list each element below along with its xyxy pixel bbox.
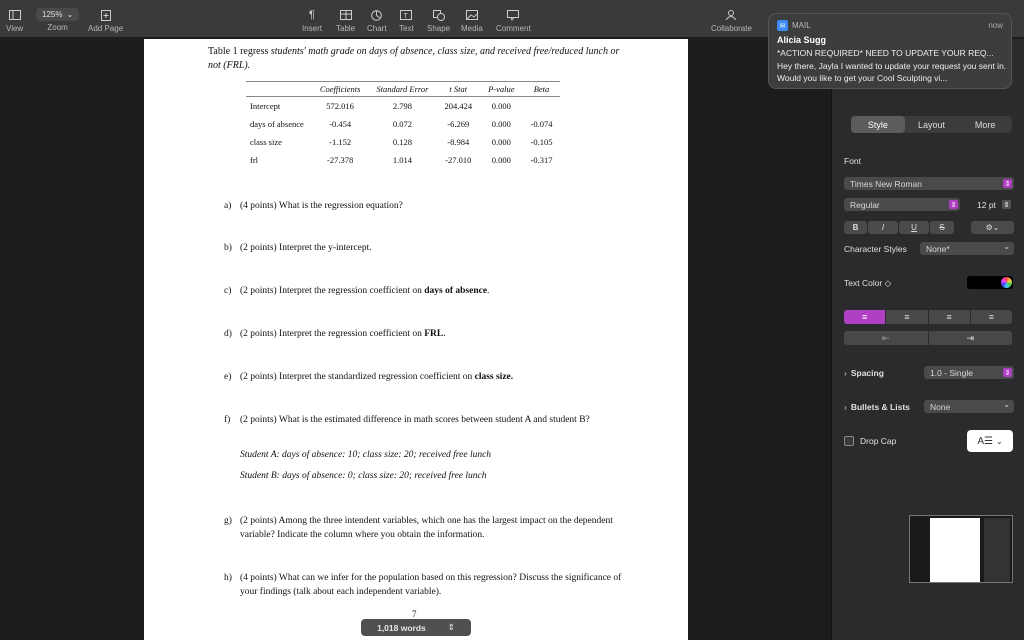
drop-cap-icon: A☰ [977,435,993,447]
add-page-icon [101,8,111,22]
spacing-disclosure[interactable] [844,368,884,378]
table-cell: 572.016 [326,100,354,111]
character-styles-label: Character Styles [844,244,907,254]
view-button[interactable] [6,8,23,33]
document-canvas[interactable] [0,39,831,640]
question-text: (4 points) What is the regression equation? [240,201,403,211]
text-color-well[interactable] [967,276,1013,289]
table-cell: 1.014 [392,154,412,165]
character-styles-select[interactable] [920,242,1014,255]
word-count-button[interactable] [361,619,471,636]
question-text-end: . [443,329,446,339]
indent-segmented-control [844,331,1012,345]
table-cell: -27.378 [327,154,354,165]
add-page-label: Add Page [88,24,124,33]
table-row [246,133,560,151]
table-cell: days of absence [250,118,304,129]
notification-time: now [988,21,1003,30]
question-bold-term: days of absence [424,286,488,296]
table-cell: 0.072 [392,118,412,129]
alignment-segmented-control [844,310,1012,324]
chevron-down-icon: ⌄ [1003,242,1010,251]
updown-chevron-icon: ⇕ [447,622,455,632]
italic-button[interactable]: I [868,221,898,234]
textbox-icon [400,8,412,22]
mail-icon: ✉ [777,20,788,31]
table-cell: 204.424 [444,100,473,111]
caption-italic-text: students' math grade on days of absence, class size, and received free/reduced lunch or not (FRL). [208,46,620,71]
table-header-cell: Standard Error [368,82,436,97]
table-cell: 0.000 [491,136,511,147]
increase-indent-button[interactable]: ⇥ [929,331,1013,345]
comment-label: Comment [496,24,531,33]
question-number: b) [224,243,232,253]
font-family-value: Times New Roman [850,178,922,189]
shape-button[interactable] [427,8,450,33]
shape-label: Shape [427,24,451,33]
table-icon [340,8,352,22]
media-button[interactable] [461,8,483,33]
table-header-cell: Coefficients [312,82,369,97]
tab-style[interactable]: Style [851,116,905,133]
table-cell: -8.984 [447,136,470,147]
mail-notification[interactable] [768,13,1012,89]
font-style-value: Regular [850,199,880,210]
font-family-select[interactable] [844,177,1014,190]
stepper-icon: ⇕ [1003,201,1010,209]
question-text [240,327,624,341]
zoom-value: 125% [42,10,63,19]
insert-label: Insert [302,24,323,33]
format-tabs [851,116,1012,133]
question-e[interactable] [224,370,624,384]
question-number: f) [224,415,231,425]
document-page[interactable] [144,39,688,640]
chevron-right-icon: › [844,402,847,412]
updown-chevron-icon: ⇕ [1004,180,1011,188]
caption-text: Table 1 regress [208,46,271,57]
bullets-select[interactable] [924,400,1014,413]
spacing-label: Spacing [850,368,884,378]
insert-button[interactable] [302,8,322,33]
thumbnail-page [930,518,980,582]
font-style-select[interactable] [844,198,960,211]
student-a-text: Student A: days of absence: 10; class size: 20; received free lunch [240,450,492,460]
table-cell [523,97,561,115]
chevron-right-icon: › [844,368,847,378]
comment-button[interactable] [496,8,531,33]
question-g[interactable] [224,514,624,542]
table-cell: -0.454 [329,118,352,129]
page-thumbnail[interactable] [909,515,1013,583]
drop-cap-style-button[interactable] [967,430,1013,452]
font-size-stepper[interactable] [971,198,1013,211]
question-text [240,370,624,384]
question-text: (2 points) Among the three intendent variables, which one has the largest impact on the dependent variable? Indicate the column where you obtain the information. [240,516,613,540]
table-header-cell [246,82,312,97]
question-number: e) [224,372,232,382]
table-cell: 0.128 [392,136,412,147]
question-a[interactable] [224,199,624,213]
question-c[interactable] [224,284,624,298]
question-f[interactable] [224,413,624,427]
comment-icon [507,8,519,22]
notification-app [777,20,811,31]
chart-label: Chart [367,24,387,33]
font-size-value: 12 pt [977,199,996,210]
chevron-down-icon: ⌄ [1003,400,1010,409]
table-cell: -27.010 [445,154,472,165]
tab-more[interactable]: More [974,119,996,130]
strikethrough-button[interactable]: S [930,221,954,234]
photo-icon [466,8,478,22]
thumbnail-panel [984,518,1010,582]
table-cell: -6.269 [447,118,470,129]
align-left-button[interactable]: ≡ [844,310,885,324]
tab-layout[interactable]: Layout [917,119,946,130]
align-right-button[interactable]: ≡ [929,310,970,324]
question-number: a) [224,201,232,211]
question-d[interactable] [224,327,624,341]
chevron-down-icon: ⌄ [995,436,1003,446]
question-text-part: (2 points) Interpret the regression coefficient on [240,329,425,339]
table-header-row [246,82,560,97]
add-page-button[interactable] [88,8,123,33]
decrease-indent-button[interactable]: ⇤ [844,331,928,345]
question-h[interactable] [224,571,624,599]
table-row [246,97,560,115]
table-cell: -1.152 [329,136,352,147]
bullets-value: None [930,401,951,412]
question-text: (2 points) What is the estimated difference in math scores between student A and student B? [240,415,590,425]
zoom-select[interactable] [36,8,79,21]
font-label: Font [844,156,862,166]
format-panel [831,39,1024,640]
table-row [246,151,560,169]
question-number: d) [224,329,232,339]
drop-cap-label: Drop Cap [860,436,897,446]
bold-button[interactable]: B [844,221,867,234]
updown-chevron-icon: ⇕ [950,201,957,209]
notification-subject: *ACTION REQUIRED* NEED TO UPDATE YOUR REQ... [777,48,994,58]
page-number: 7 [412,609,417,619]
notification-body: Hey there, Jayla I wanted to update your request you sent in. Would you like to get your Cool Sculpting vi... [777,61,1007,83]
table-header-cell: t Stat [436,82,480,97]
character-styles-value: None* [926,243,950,254]
color-wheel-icon[interactable] [1001,277,1012,288]
collaborate-button[interactable] [711,8,752,33]
align-center-button[interactable]: ≡ [886,310,927,324]
table-header-cell: Beta [523,82,561,97]
spacing-value: 1.0 - Single [930,367,973,378]
question-text-end: . [487,286,490,296]
table-header-cell: P-value [480,82,522,97]
drop-cap-checkbox[interactable] [844,436,854,446]
question-text-part: (2 points) Interpret the standardized regression coefficient on [240,372,475,382]
question-number: c) [224,286,232,296]
gear-icon: ⚙⌄ [985,223,1000,232]
underline-button[interactable]: U [899,221,929,234]
question-bold-term: FRL [424,329,444,339]
word-count-text: 1,018 words [377,622,426,633]
table-row [246,115,560,133]
paragraph-icon: ¶ [309,9,315,21]
bullets-label: Bullets & Lists [850,402,910,412]
question-bold-term: class size. [474,372,514,382]
text-label: Text [399,24,414,33]
chevron-down-icon: ⌄ [66,10,74,19]
table-cell: 2.798 [392,100,412,111]
table-cell: 0.000 [491,118,511,129]
table-cell: -0.105 [530,136,553,147]
question-number: h) [224,573,232,583]
media-label: Media [461,24,483,33]
table-cell: Intercept [250,100,281,111]
question-text [240,284,624,298]
chart-button[interactable] [367,8,387,33]
question-b[interactable] [224,241,624,255]
collaborate-icon [725,8,737,22]
collaborate-label: Collaborate [711,24,752,33]
table-cell: -0.317 [530,154,553,165]
spacing-select[interactable] [924,366,1014,379]
table-label: Table [336,24,356,33]
notification-sender: Alicia Sugg [777,35,827,45]
table-cell: -0.074 [530,118,553,129]
chart-icon [371,8,382,22]
justify-button[interactable]: ≡ [971,310,1012,324]
zoom-control[interactable] [36,8,79,32]
view-label: View [6,24,24,33]
table-cell: 0.000 [491,154,511,165]
zoom-label: Zoom [47,23,68,32]
question-text-part: (2 points) Interpret the regression coefficient on [240,286,425,296]
updown-chevron-icon: ⇕ [1004,369,1011,377]
question-text: (2 points) Interpret the y-intercept. [240,243,372,253]
table-cell: 0.000 [491,100,511,111]
table-cell: frl [250,154,259,165]
text-color-label[interactable]: Text Color ◇ [844,278,892,288]
table-button[interactable] [336,8,355,33]
notification-app-name: MAIL [792,21,811,30]
text-button[interactable] [399,8,414,33]
question-number: g) [224,516,232,526]
text-options-button[interactable] [971,221,1014,234]
table-cell: class size [250,136,282,147]
sidebar-icon [9,8,21,22]
bullets-disclosure[interactable] [844,402,910,412]
svg-text:T: T [403,13,409,20]
question-text: (4 points) What can we infer for the population based on this regression? Discuss the significance of your findings (talk about each independent variable). [240,573,622,597]
student-b-text: Student B: days of absence: 0; class size: 20; received free lunch [240,471,487,481]
regression-table[interactable] [246,81,560,169]
table-caption[interactable] [208,45,628,73]
shape-icon [433,8,445,22]
